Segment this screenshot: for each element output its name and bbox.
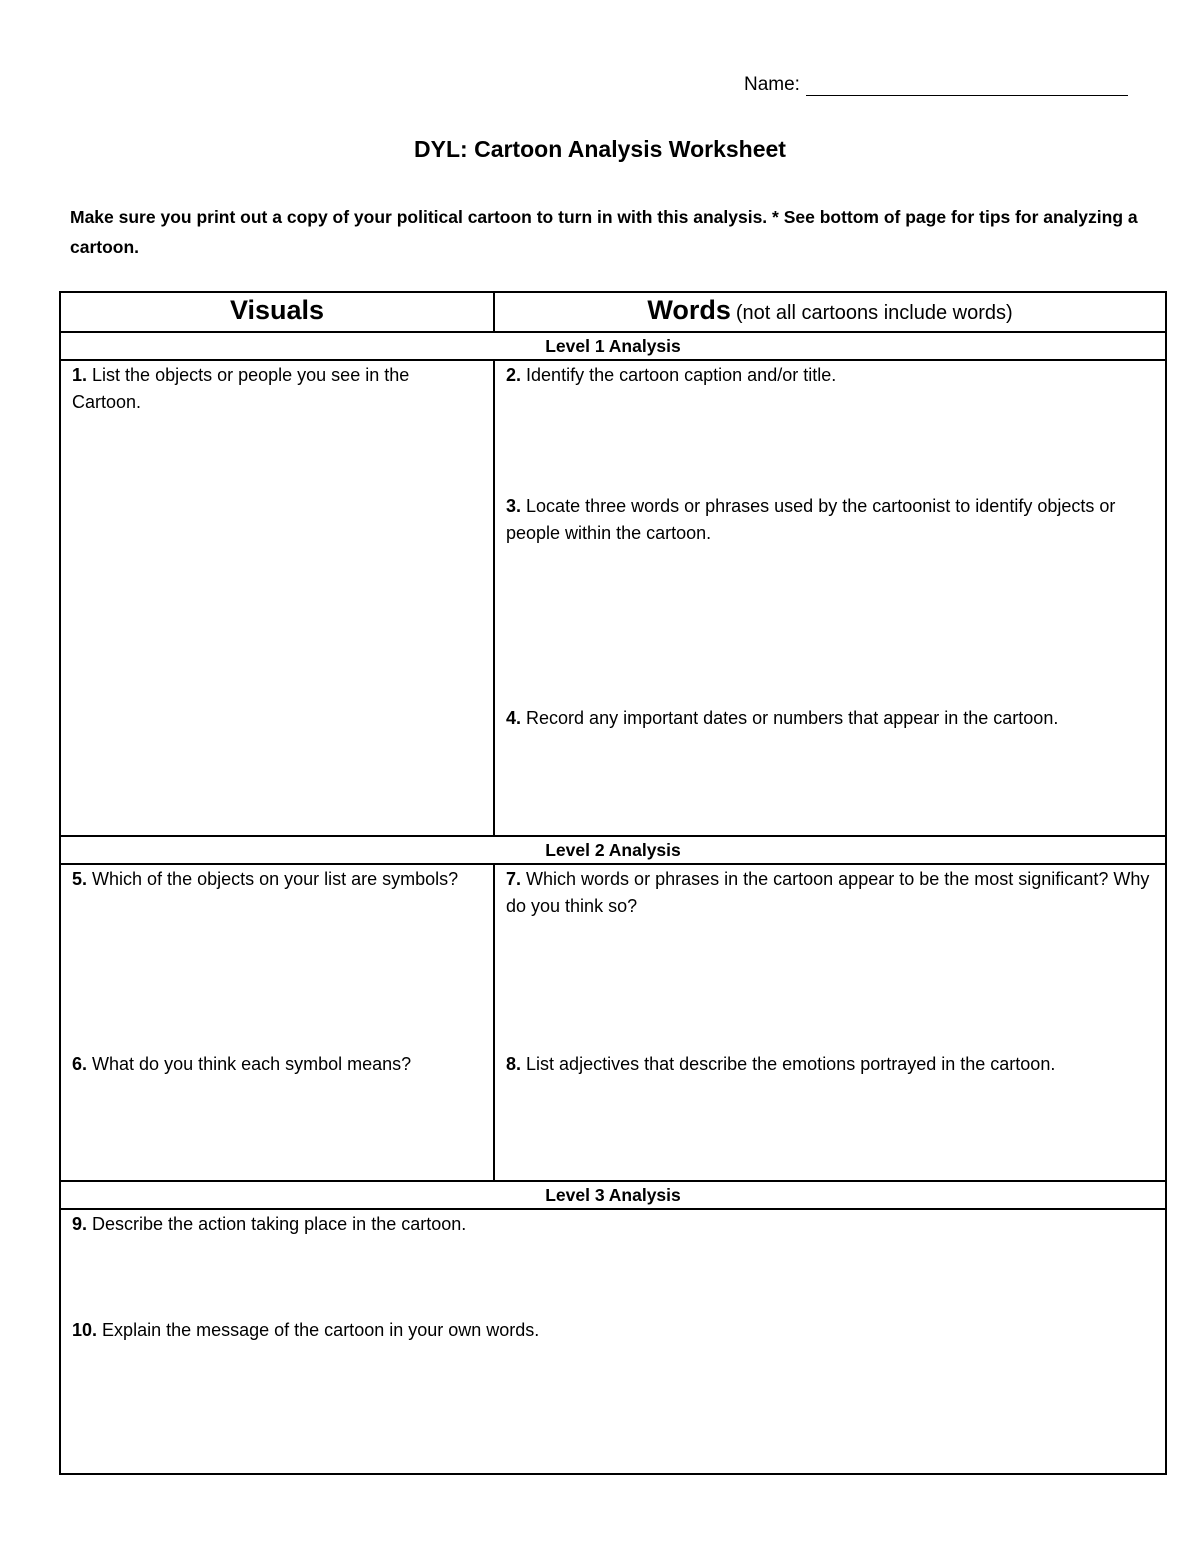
instructions: Make sure you print out a copy of your political cartoon to turn in with this analysis. * See bottom of page for tips for analyzing a cartoon.	[70, 207, 1138, 257]
table-header-row	[60, 292, 1166, 332]
question-8: 8. List adjectives that describe the emotions portrayed in the cartoon.	[506, 1054, 1056, 1074]
name-label: Name:	[744, 74, 800, 95]
level-2-content-row	[60, 864, 1166, 1181]
question-3: 3. Locate three words or phrases used by the cartoonist to identify objects or people within the cartoon.	[506, 496, 1116, 543]
question-1: 1. List the objects or people you see in the Cartoon.	[72, 365, 410, 412]
level-2-label: Level 2 Analysis	[60, 836, 1166, 864]
question-10: 10. Explain the message of the cartoon in your own words.	[72, 1320, 540, 1340]
level-2-words-cell[interactable]	[494, 864, 1166, 1181]
name-field	[744, 74, 1128, 96]
analysis-table	[59, 291, 1167, 1475]
level-1-visuals-cell[interactable]	[60, 360, 494, 836]
level-2-visuals-cell[interactable]	[60, 864, 494, 1181]
question-7: 7. Which words or phrases in the cartoon appear to be the most significant? Why do you think so?	[506, 869, 1150, 916]
words-header-label: Words	[647, 295, 731, 325]
page-title: DYL: Cartoon Analysis Worksheet	[414, 136, 786, 162]
level-3-cell[interactable]	[60, 1209, 1166, 1474]
question-2: 2. Identify the cartoon caption and/or title.	[506, 365, 837, 385]
level-2-row	[60, 836, 1166, 864]
question-6: 6. What do you think each symbol means?	[72, 1054, 412, 1074]
visuals-header-label: Visuals	[229, 295, 325, 325]
level-1-content-row	[60, 360, 1166, 836]
name-blank-line[interactable]	[806, 75, 1128, 96]
words-header	[494, 292, 1166, 332]
question-5: 5. Which of the objects on your list are symbols?	[72, 869, 459, 889]
level-3-row	[60, 1181, 1166, 1209]
level-1-row	[60, 332, 1166, 360]
level-3-label: Level 3 Analysis	[60, 1181, 1166, 1209]
level-1-label: Level 1 Analysis	[60, 332, 1166, 360]
level-3-content-row	[60, 1209, 1166, 1474]
words-header-note: (not all cartoons include words)	[735, 302, 1013, 324]
level-1-words-cell[interactable]	[494, 360, 1166, 836]
visuals-header	[60, 292, 494, 332]
question-4: 4. Record any important dates or numbers that appear in the cartoon.	[506, 708, 1059, 728]
question-9: 9. Describe the action taking place in the cartoon.	[72, 1214, 467, 1234]
